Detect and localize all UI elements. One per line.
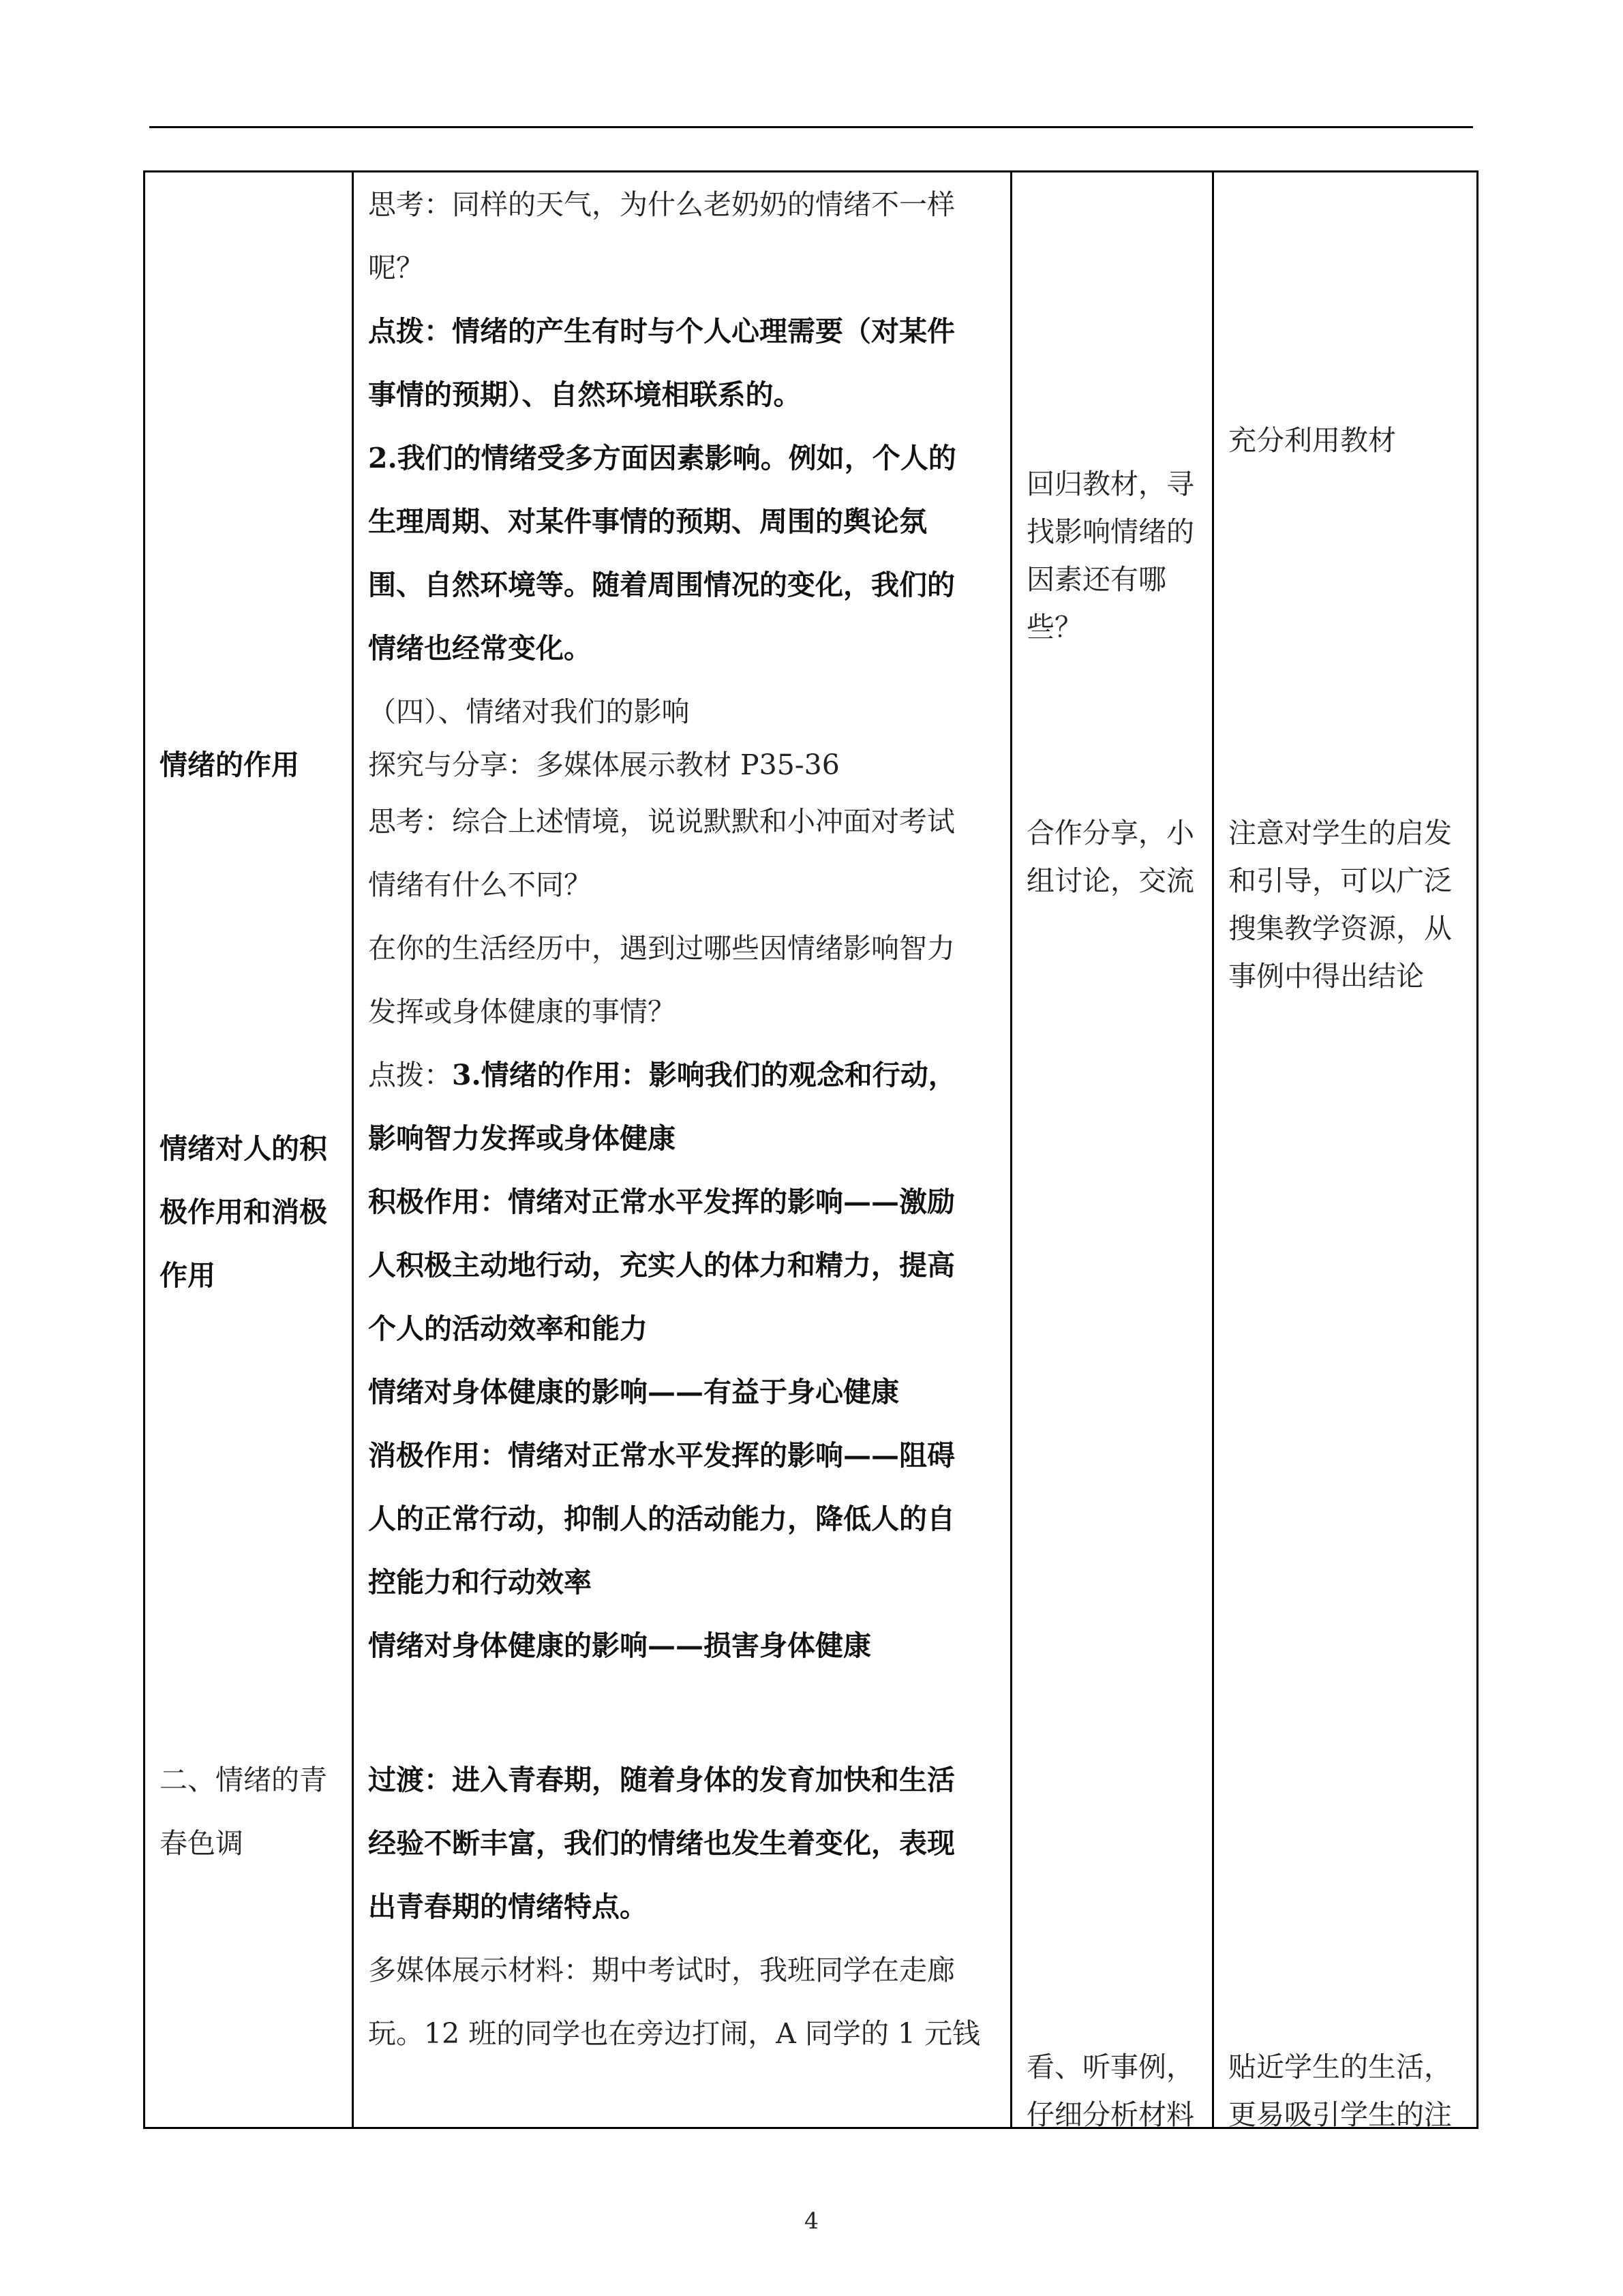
- content-line: 情绪也经常变化。: [368, 632, 592, 665]
- content-line: 消极作用：情绪对正常水平发挥的影响——阻碍: [368, 1439, 955, 1472]
- student-activity-line: 仔细分析材料: [1027, 2098, 1194, 2131]
- design-intent-line: 搜集教学资源，从: [1228, 912, 1452, 945]
- topic-emotion-role: 情绪的作用: [160, 749, 299, 781]
- column-divider: [1010, 170, 1012, 2129]
- header-rule: [149, 126, 1473, 128]
- content-line: 探究与分享：多媒体展示教材 P35-36: [368, 749, 840, 781]
- table-border-top: [143, 170, 1478, 172]
- content-line: 情绪有什么不同？: [368, 868, 592, 901]
- content-line: 过渡：进入青春期，随着身体的发育加快和生活: [368, 1764, 955, 1796]
- content-line: 经验不断丰富，我们的情绪也发生着变化，表现: [368, 1827, 955, 1860]
- student-activity-line: 因素还有哪: [1027, 563, 1166, 596]
- content-line: 积极作用：情绪对正常水平发挥的影响——激励: [368, 1185, 955, 1218]
- topic-pos-neg-line: 作用: [160, 1259, 215, 1292]
- topic-youth-line: 春色调: [160, 1827, 243, 1860]
- student-activity-line: 组讨论，交流: [1027, 864, 1194, 897]
- column-divider: [1212, 170, 1214, 2129]
- content-line: 生理周期、对某件事情的预期、周围的舆论氛: [368, 505, 927, 538]
- content-line: 影响智力发挥或身体健康: [368, 1122, 676, 1155]
- design-intent-line: 注意对学生的启发: [1228, 817, 1452, 849]
- content-line: 个人的活动效率和能力: [368, 1312, 648, 1345]
- content-line: 2.我们的情绪受多方面因素影响。例如，个人的: [368, 442, 956, 474]
- content-line: 多媒体展示材料：期中考试时，我班同学在走廊: [368, 1954, 955, 1987]
- content-line: 玩。12 班的同学也在旁边打闹，A 同学的 1 元钱: [368, 2017, 980, 2050]
- content-line: 在你的生活经历中，遇到过哪些因情绪影响智力: [368, 932, 955, 965]
- content-line: 人的正常行动，抑制人的活动能力，降低人的自: [368, 1502, 955, 1535]
- hint-label: 点拨：: [368, 1059, 452, 1091]
- content-line: 发挥或身体健康的事情？: [368, 995, 676, 1028]
- page-number: 4: [804, 2207, 819, 2234]
- content-line: （四）、情绪对我们的影响: [368, 695, 690, 728]
- topic-youth-line: 二、情绪的青: [160, 1764, 327, 1796]
- topic-pos-neg-line: 情绪对人的积: [160, 1132, 327, 1165]
- content-line: 呢？: [368, 252, 424, 284]
- student-activity-line: 回归教材，寻: [1027, 468, 1194, 500]
- student-activity-line: 看、听事例，: [1027, 2051, 1194, 2083]
- content-line: 事情的预期）、自然环境相联系的。: [368, 378, 802, 411]
- student-activity-line: 找影响情绪的: [1027, 515, 1194, 548]
- content-line: 围、自然环境等。随着周围情况的变化，我们的: [368, 569, 955, 601]
- topic-pos-neg-line: 极作用和消极: [160, 1196, 327, 1228]
- content-line: 点拨：情绪的产生有时与个人心理需要（对某件: [368, 315, 955, 348]
- content-line: 人积极主动地行动，充实人的体力和精力，提高: [368, 1249, 955, 1282]
- design-intent-line: 和引导，可以广泛: [1228, 864, 1452, 897]
- content-line: 出青春期的情绪特点。: [368, 1890, 648, 1923]
- design-intent-line: 事例中得出结论: [1228, 960, 1424, 993]
- content-line: [368, 1055, 956, 1096]
- content-line: 情绪对身体健康的影响——损害身体健康: [368, 1629, 871, 1662]
- content-line: 思考：同样的天气，为什么老奶奶的情绪不一样: [368, 188, 955, 221]
- table-border-left: [143, 170, 145, 2129]
- hint-text: 3.情绪的作用：影响我们的观念和行动，: [452, 1059, 956, 1091]
- student-activity-line: 合作分享，小: [1027, 817, 1194, 849]
- lesson-plan-table: [143, 170, 1478, 2129]
- design-intent-line: 更易吸引学生的注: [1228, 2098, 1452, 2131]
- content-line: 情绪对身体健康的影响——有益于身心健康: [368, 1376, 899, 1408]
- design-intent-line: 贴近学生的生活，: [1228, 2051, 1452, 2083]
- student-activity-line: 些？: [1027, 611, 1082, 644]
- content-line: 控能力和行动效率: [368, 1566, 592, 1599]
- column-divider: [352, 170, 354, 2129]
- table-border-right: [1476, 170, 1478, 2129]
- design-intent-line: 充分利用教材: [1228, 424, 1396, 457]
- content-line: 思考：综合上述情境，说说默默和小冲面对考试: [368, 805, 955, 838]
